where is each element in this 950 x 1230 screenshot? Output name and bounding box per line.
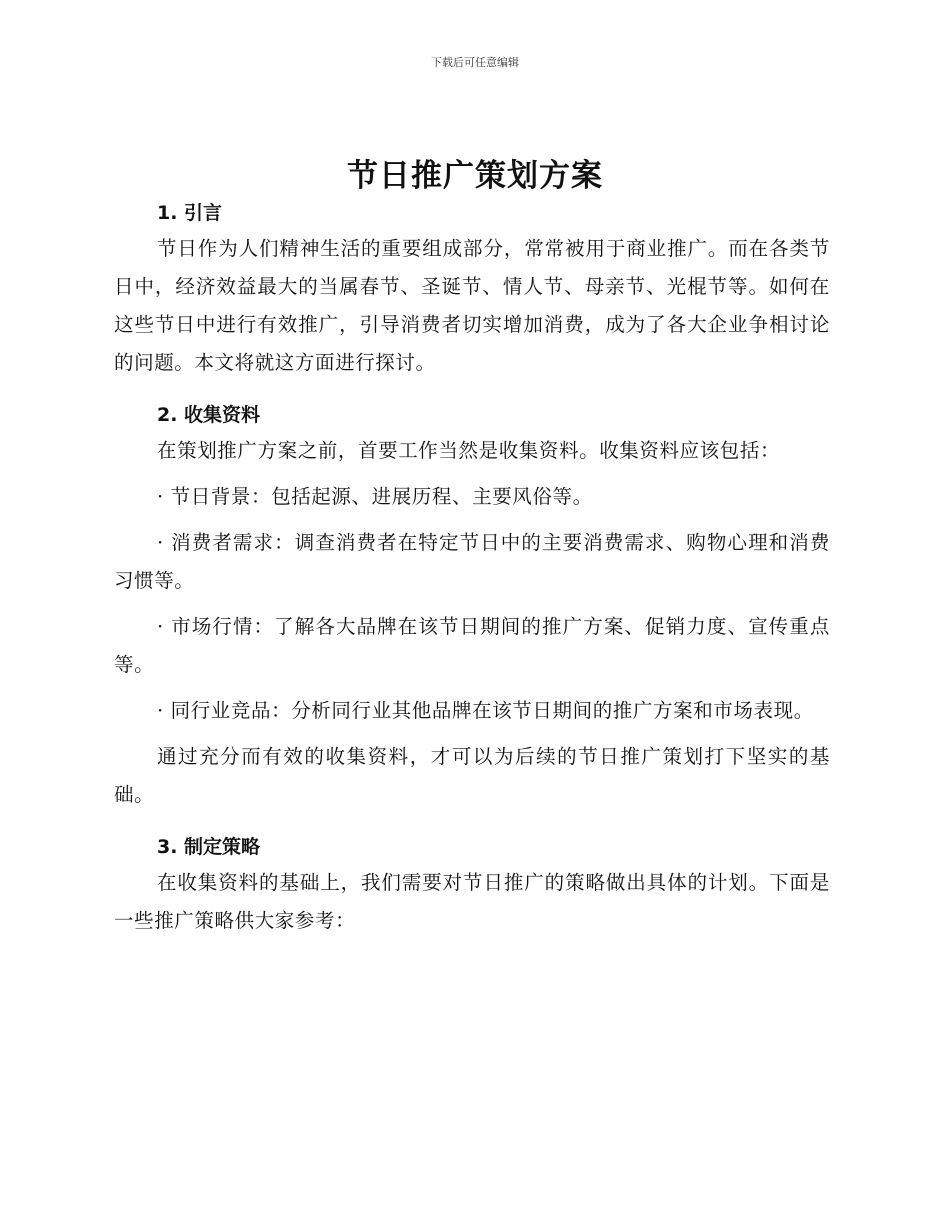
bullet-competitors: · 同行业竞品：分析同行业其他品牌在该节日期间的推广方案和市场表现。: [157, 699, 814, 722]
paragraph-strategy-intro: 在收集资料的基础上，我们需要对节日推广的策略做出具体的计划。下面是一些推广策略供大家参考：: [114, 871, 830, 932]
document-body: [114, 196, 830, 948]
paragraph-collect-intro: 在策划推广方案之前，首要工作当然是收集资料。收集资料应该包括：: [157, 439, 781, 462]
bullet-consumer-needs: · 消费者需求：调查消费者在特定节日中的主要消费需求、购物心理和消费习惯等。: [114, 531, 830, 592]
page-header-note: 下载后可任意编辑: [431, 56, 519, 69]
section-heading-introduction: 1. 引言: [157, 202, 223, 224]
document-title: 节日推广策划方案: [347, 158, 603, 194]
bullet-holiday-background: · 节日背景：包括起源、进展历程、主要风俗等。: [157, 485, 593, 508]
bullet-market-conditions: · 市场行情：了解各大品牌在该节日期间的推广方案、促销力度、宣传重点等。: [114, 615, 830, 676]
section-heading-collect-materials: 2. 收集资料: [157, 404, 261, 426]
section-heading-strategy: 3. 制定策略: [157, 836, 261, 858]
paragraph-collect-conclusion: 通过充分而有效的收集资料，才可以为后续的节日推广策划打下坚实的基础。: [114, 745, 830, 806]
paragraph-introduction: 节日作为人们精神生活的重要组成部分，常常被用于商业推广。而在各类节日中，经济效益最大的当属春节、圣诞节、情人节、母亲节、光棍节等。如何在这些节日中进行有效推广，引导消费者切实增加消费，成为了各大企业争相讨论的问题。本文将就这方面进行探讨。: [114, 237, 830, 374]
